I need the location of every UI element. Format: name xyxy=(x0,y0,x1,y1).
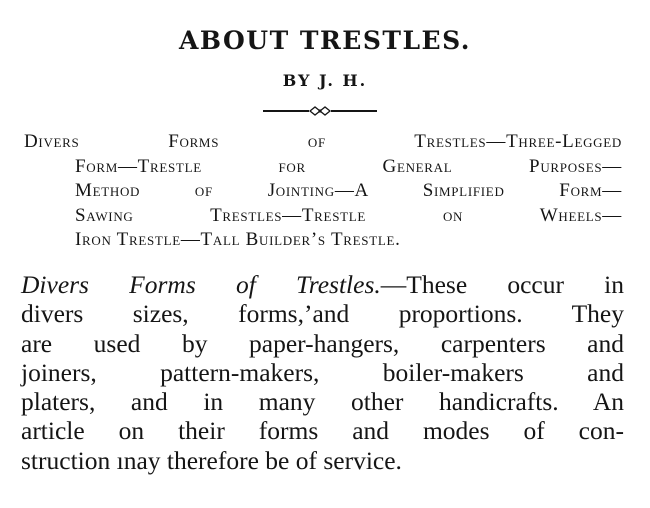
article-title: ABOUT TRESTLES. xyxy=(179,26,471,55)
body-line: are used by paper-hangers, carpenters and xyxy=(21,328,624,358)
article-byline: BY J. H. xyxy=(282,71,368,90)
contents-line: Divers Forms of Trestles—Three-Legged xyxy=(24,131,622,152)
body-line: struction ınay therefore be of service. xyxy=(21,445,402,475)
body-line-text: —These occur in xyxy=(380,270,624,299)
contents-line: Form—Trestle for General Purposes— xyxy=(75,155,622,177)
body-line xyxy=(21,270,624,299)
contents-line: Sawing Trestles—Trestle on Wheels— xyxy=(75,204,622,226)
body-line: platers, and in many other handicrafts. An xyxy=(21,387,624,417)
body-line: divers sizes, forms,’and proportions. They xyxy=(21,299,624,329)
contents-line: Method of Jointing—A Simplified Form— xyxy=(75,180,622,201)
contents-line: Iron Trestle—Tall Builder’s Trestle. xyxy=(75,229,401,250)
decorative-divider xyxy=(263,104,377,118)
section-heading: Divers Forms of Trestles. xyxy=(21,270,381,299)
body-line: joiners, pattern-makers, boiler-makers and xyxy=(21,357,624,387)
section-contents-summary xyxy=(24,130,622,253)
article-body xyxy=(21,270,624,475)
body-line: article on their forms and modes of con- xyxy=(21,416,624,446)
